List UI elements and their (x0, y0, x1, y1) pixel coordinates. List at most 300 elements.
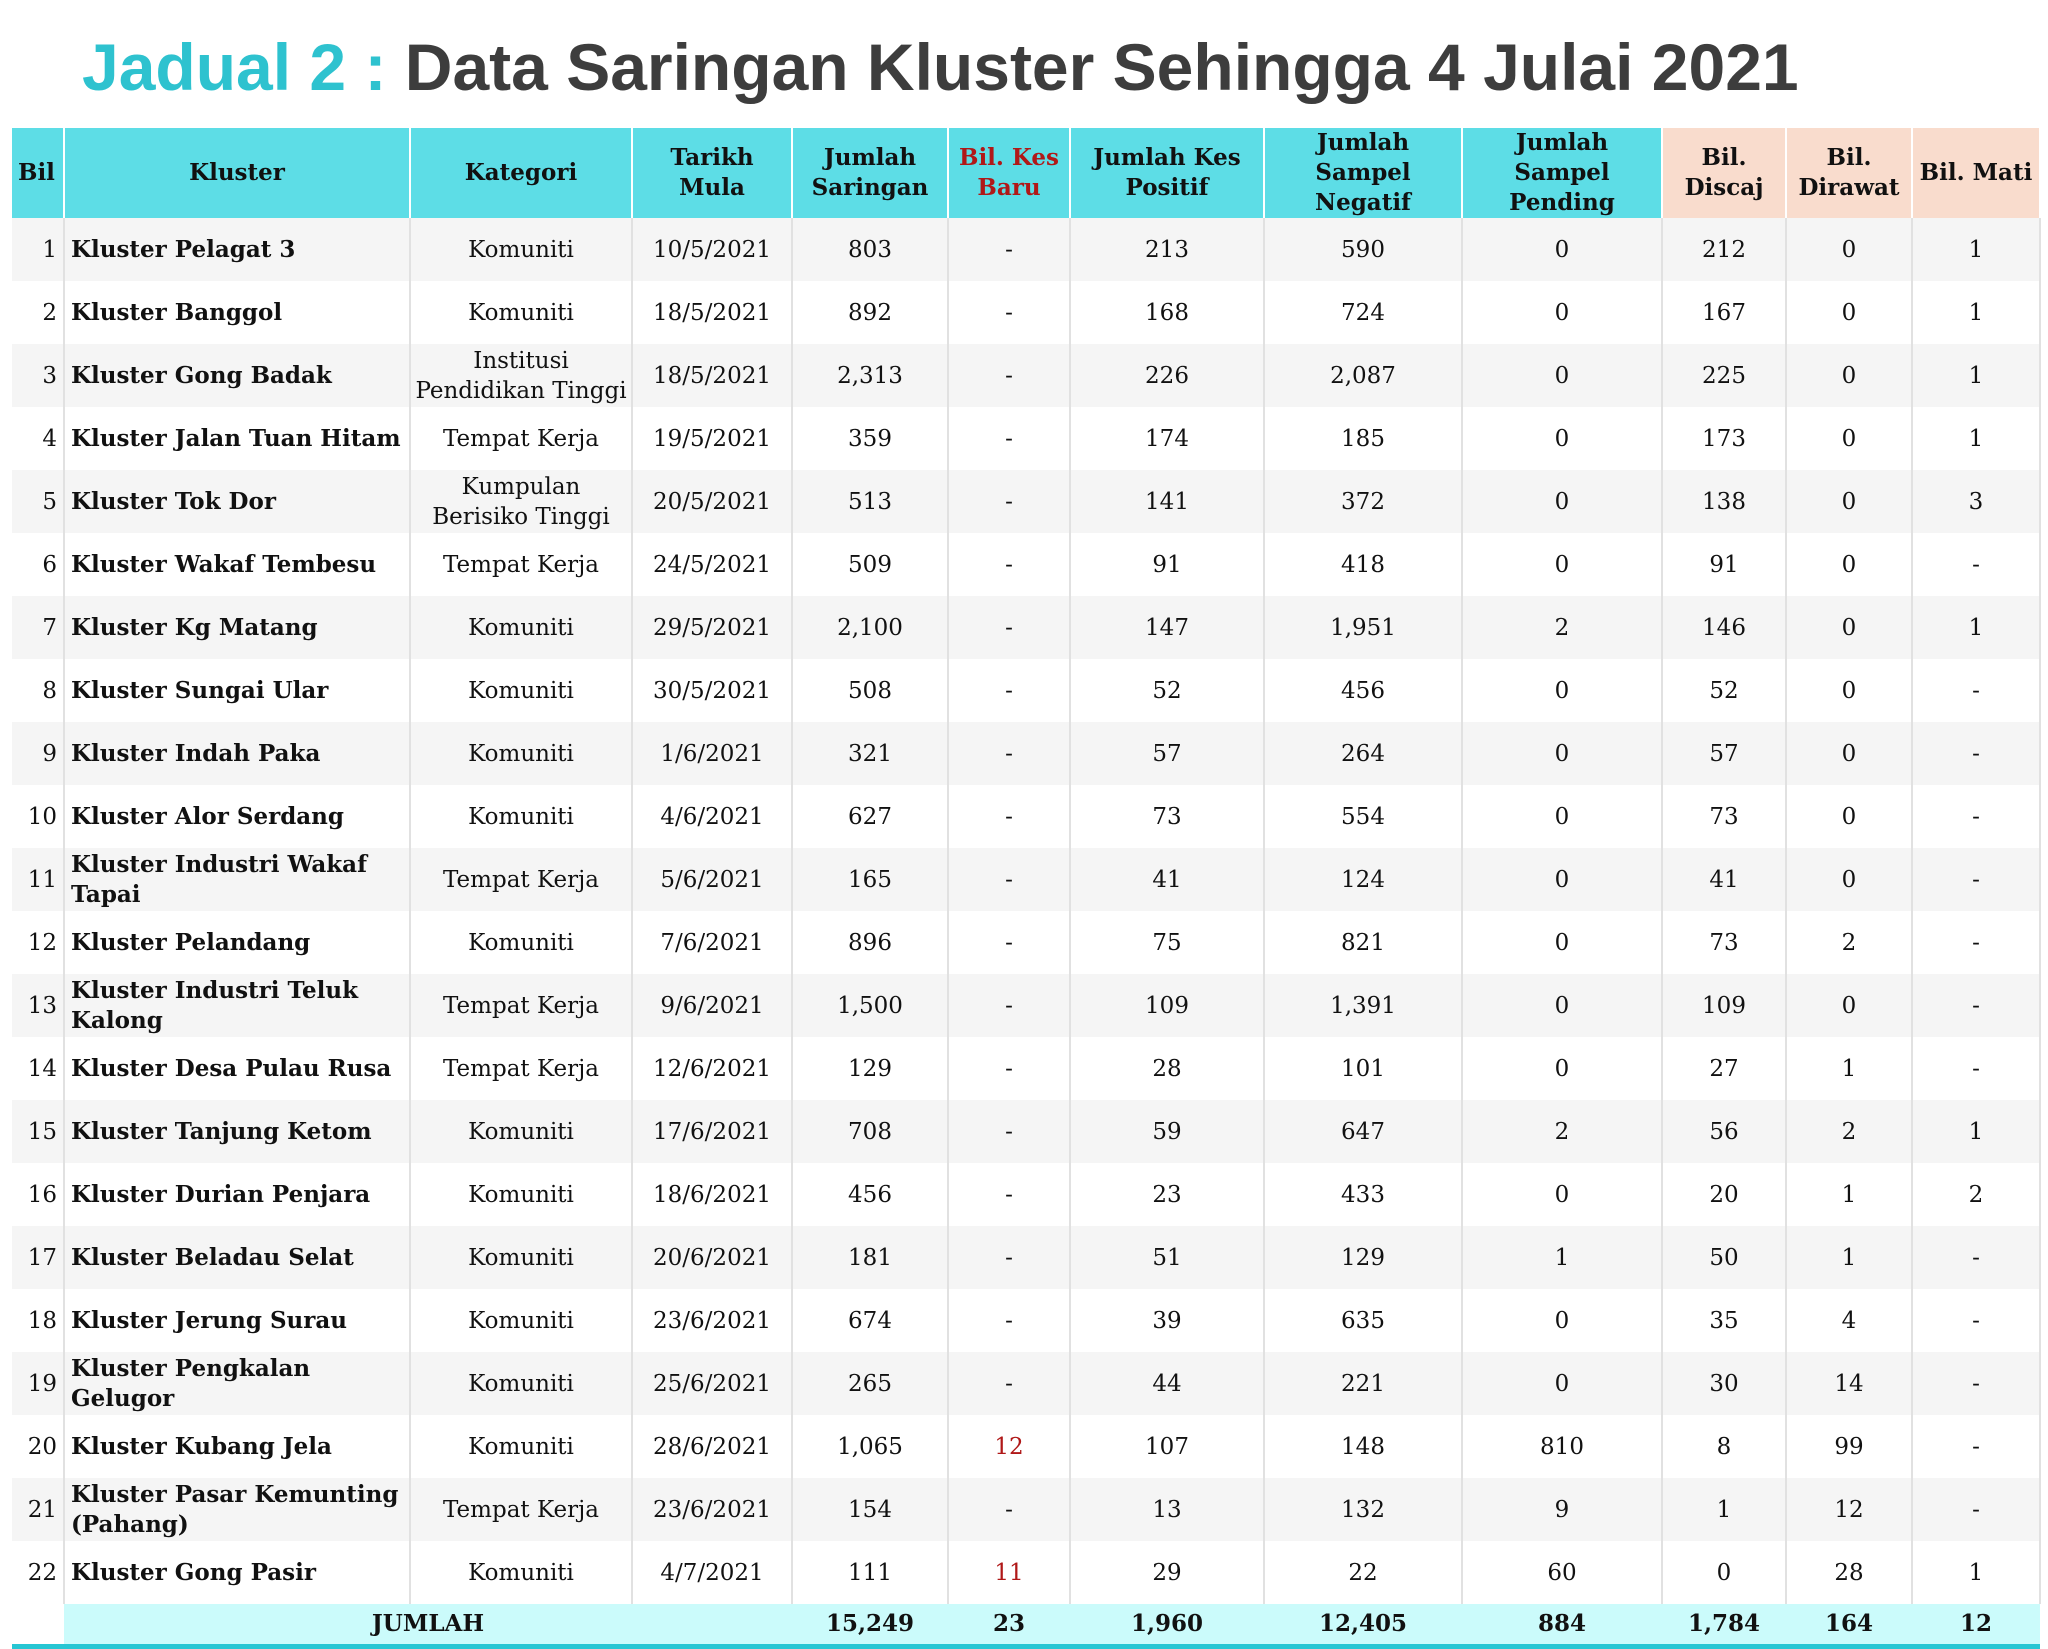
cell-bil: 1 (12, 218, 64, 281)
cell-kluster: Kluster Sungai Ular (64, 659, 410, 722)
title-prefix: Jadual 2 : (82, 30, 387, 104)
cell-bil-discaj: 35 (1662, 1289, 1786, 1352)
cell-bil-discaj: 0 (1662, 1541, 1786, 1604)
cell-tarikh-mula: 20/5/2021 (632, 470, 792, 533)
cell-tarikh-mula: 17/6/2021 (632, 1100, 792, 1163)
cell-jumlah-sampel-negatif: 129 (1264, 1226, 1462, 1289)
cell-kluster: Kluster Gong Badak (64, 344, 410, 407)
cell-bil: 3 (12, 344, 64, 407)
cell-jumlah-saringan: 154 (792, 1478, 948, 1541)
cell-bil-discaj: 109 (1662, 974, 1786, 1037)
cell-bil: 21 (12, 1478, 64, 1541)
cell-bil: 17 (12, 1226, 64, 1289)
cell-bil: 15 (12, 1100, 64, 1163)
total-label: JUMLAH (64, 1604, 792, 1647)
cell-bil-dirawat: 2 (1786, 911, 1912, 974)
cell-jumlah-sampel-pending: 0 (1462, 722, 1662, 785)
cell-jumlah-sampel-pending: 0 (1462, 1289, 1662, 1352)
cell-bil: 4 (12, 407, 64, 470)
cell-jumlah-saringan: 1,065 (792, 1415, 948, 1478)
cell-jumlah-sampel-pending: 0 (1462, 1163, 1662, 1226)
cell-kategori: Tempat Kerja (410, 533, 632, 596)
cell-kluster: Kluster Beladau Selat (64, 1226, 410, 1289)
cell-jumlah-sampel-negatif: 1,391 (1264, 974, 1462, 1037)
cell-bil-mati: - (1912, 1478, 2040, 1541)
cell-jumlah-sampel-negatif: 554 (1264, 785, 1462, 848)
cell-bil-kes-baru: - (948, 848, 1070, 911)
cell-bil-discaj: 1 (1662, 1478, 1786, 1541)
cell-bil: 10 (12, 785, 64, 848)
cell-kluster: Kluster Gong Pasir (64, 1541, 410, 1604)
cell-bil-kes-baru: - (948, 281, 1070, 344)
cell-bil-mati: - (1912, 533, 2040, 596)
cell-kategori: Tempat Kerja (410, 407, 632, 470)
cell-tarikh-mula: 10/5/2021 (632, 218, 792, 281)
cell-bil-mati: 1 (1912, 1100, 2040, 1163)
cell-bil-kes-baru: - (948, 1226, 1070, 1289)
header-jumlah-saringan: Jumlah Saringan (792, 128, 948, 218)
cell-jumlah-saringan: 165 (792, 848, 948, 911)
cell-jumlah-kes-positif: 174 (1070, 407, 1264, 470)
cell-kategori: Komuniti (410, 1289, 632, 1352)
cell-bil-dirawat: 4 (1786, 1289, 1912, 1352)
cell-jumlah-saringan: 2,100 (792, 596, 948, 659)
cell-jumlah-sampel-pending: 810 (1462, 1415, 1662, 1478)
total-kes-baru: 23 (948, 1604, 1070, 1647)
cell-bil-mati: - (1912, 722, 2040, 785)
cell-jumlah-kes-positif: 91 (1070, 533, 1264, 596)
cell-kluster: Kluster Industri Wakaf Tapai (64, 848, 410, 911)
cell-bil-discaj: 8 (1662, 1415, 1786, 1478)
cell-bil-dirawat: 1 (1786, 1226, 1912, 1289)
cell-jumlah-kes-positif: 73 (1070, 785, 1264, 848)
cell-bil-mati: 2 (1912, 1163, 2040, 1226)
cell-jumlah-kes-positif: 213 (1070, 218, 1264, 281)
cell-bil-dirawat: 0 (1786, 974, 1912, 1037)
cell-jumlah-sampel-pending: 0 (1462, 533, 1662, 596)
table-header-row (12, 128, 2040, 218)
cell-bil-dirawat: 1 (1786, 1037, 1912, 1100)
cell-bil-mati: - (1912, 1226, 2040, 1289)
cell-jumlah-saringan: 708 (792, 1100, 948, 1163)
cell-jumlah-sampel-negatif: 185 (1264, 407, 1462, 470)
header-jumlah-kes-positif: Jumlah Kes Positif (1070, 128, 1264, 218)
header-bil-discaj: Bil. Discaj (1662, 128, 1786, 218)
cell-bil-kes-baru: - (948, 1100, 1070, 1163)
cell-tarikh-mula: 18/6/2021 (632, 1163, 792, 1226)
cell-kluster: Kluster Jerung Surau (64, 1289, 410, 1352)
cell-jumlah-saringan: 129 (792, 1037, 948, 1100)
header-tarikh-mula: Tarikh Mula (632, 128, 792, 218)
table-row (12, 1289, 2040, 1352)
cell-bil: 11 (12, 848, 64, 911)
cell-kategori: Komuniti (410, 1541, 632, 1604)
cell-bil-kes-baru: - (948, 1037, 1070, 1100)
table-body (12, 218, 2040, 1604)
cell-jumlah-kes-positif: 141 (1070, 470, 1264, 533)
table-row (12, 1352, 2040, 1415)
cell-bil-kes-baru: - (948, 1478, 1070, 1541)
cell-tarikh-mula: 25/6/2021 (632, 1352, 792, 1415)
cell-jumlah-saringan: 321 (792, 722, 948, 785)
cell-jumlah-sampel-pending: 0 (1462, 218, 1662, 281)
cell-bil-kes-baru: - (948, 911, 1070, 974)
cell-jumlah-sampel-negatif: 456 (1264, 659, 1462, 722)
header-kategori: Kategori (410, 128, 632, 218)
header-bil: Bil (12, 128, 64, 218)
cell-bil: 14 (12, 1037, 64, 1100)
cell-jumlah-sampel-negatif: 148 (1264, 1415, 1462, 1478)
table-row (12, 533, 2040, 596)
cell-jumlah-kes-positif: 226 (1070, 344, 1264, 407)
cell-bil-dirawat: 0 (1786, 407, 1912, 470)
cell-kategori: Komuniti (410, 911, 632, 974)
cell-jumlah-sampel-pending: 0 (1462, 281, 1662, 344)
cell-tarikh-mula: 18/5/2021 (632, 281, 792, 344)
cell-bil-mati: 1 (1912, 407, 2040, 470)
cell-bil-dirawat: 99 (1786, 1415, 1912, 1478)
cell-kluster: Kluster Kg Matang (64, 596, 410, 659)
cell-bil-discaj: 41 (1662, 848, 1786, 911)
cell-jumlah-sampel-negatif: 821 (1264, 911, 1462, 974)
cell-bil-discaj: 27 (1662, 1037, 1786, 1100)
cell-kluster: Kluster Kubang Jela (64, 1415, 410, 1478)
cell-bil-mati: 1 (1912, 218, 2040, 281)
cell-jumlah-kes-positif: 75 (1070, 911, 1264, 974)
cell-jumlah-kes-positif: 23 (1070, 1163, 1264, 1226)
cell-kluster: Kluster Alor Serdang (64, 785, 410, 848)
cell-tarikh-mula: 4/6/2021 (632, 785, 792, 848)
cell-jumlah-sampel-negatif: 433 (1264, 1163, 1462, 1226)
cell-kategori: Komuniti (410, 596, 632, 659)
cell-bil-mati: 1 (1912, 596, 2040, 659)
cell-jumlah-sampel-negatif: 418 (1264, 533, 1462, 596)
cell-bil-dirawat: 0 (1786, 344, 1912, 407)
cell-jumlah-sampel-negatif: 264 (1264, 722, 1462, 785)
cell-bil-mati: 1 (1912, 281, 2040, 344)
cell-tarikh-mula: 29/5/2021 (632, 596, 792, 659)
cell-bil-kes-baru: - (948, 1289, 1070, 1352)
cell-jumlah-sampel-negatif: 647 (1264, 1100, 1462, 1163)
cell-bil: 18 (12, 1289, 64, 1352)
cell-jumlah-saringan: 181 (792, 1226, 948, 1289)
cell-bil-kes-baru: - (948, 785, 1070, 848)
cell-jumlah-sampel-pending: 0 (1462, 911, 1662, 974)
table-row (12, 974, 2040, 1037)
cell-bil-dirawat: 0 (1786, 281, 1912, 344)
cell-bil-mati: - (1912, 785, 2040, 848)
cell-tarikh-mula: 12/6/2021 (632, 1037, 792, 1100)
cell-tarikh-mula: 18/5/2021 (632, 344, 792, 407)
cell-bil-dirawat: 0 (1786, 722, 1912, 785)
cell-bil: 16 (12, 1163, 64, 1226)
cell-kategori: Komuniti (410, 1163, 632, 1226)
cell-bil-mati: - (1912, 1289, 2040, 1352)
header-kluster: Kluster (64, 128, 410, 218)
cell-kluster: Kluster Tanjung Ketom (64, 1100, 410, 1163)
cell-jumlah-sampel-pending: 2 (1462, 596, 1662, 659)
cell-jumlah-sampel-pending: 0 (1462, 407, 1662, 470)
cell-jumlah-kes-positif: 28 (1070, 1037, 1264, 1100)
cell-kategori: Komuniti (410, 218, 632, 281)
table-row (12, 659, 2040, 722)
cell-bil-discaj: 73 (1662, 785, 1786, 848)
cell-jumlah-kes-positif: 13 (1070, 1478, 1264, 1541)
cell-jumlah-saringan: 509 (792, 533, 948, 596)
cell-kluster: Kluster Pengkalan Gelugor (64, 1352, 410, 1415)
cell-bil: 6 (12, 533, 64, 596)
cell-jumlah-saringan: 508 (792, 659, 948, 722)
cell-tarikh-mula: 19/5/2021 (632, 407, 792, 470)
cell-kategori: Institusi Pendidikan Tinggi (410, 344, 632, 407)
header-bil-kes-baru: Bil. Kes Baru (948, 128, 1070, 218)
cell-jumlah-saringan: 359 (792, 407, 948, 470)
cell-bil: 9 (12, 722, 64, 785)
cell-bil-kes-baru: - (948, 344, 1070, 407)
cell-jumlah-saringan: 456 (792, 1163, 948, 1226)
cell-jumlah-sampel-negatif: 101 (1264, 1037, 1462, 1100)
cell-bil: 7 (12, 596, 64, 659)
cell-jumlah-kes-positif: 57 (1070, 722, 1264, 785)
cell-bil: 12 (12, 911, 64, 974)
cell-kluster: Kluster Jalan Tuan Hitam (64, 407, 410, 470)
cell-bil: 22 (12, 1541, 64, 1604)
cell-jumlah-kes-positif: 51 (1070, 1226, 1264, 1289)
cell-jumlah-sampel-negatif: 724 (1264, 281, 1462, 344)
total-row (12, 1604, 2040, 1647)
cell-bil-dirawat: 28 (1786, 1541, 1912, 1604)
cell-bil-kes-baru: 11 (948, 1541, 1070, 1604)
cell-bil-mati: 3 (1912, 470, 2040, 533)
cell-bil-discaj: 30 (1662, 1352, 1786, 1415)
header-bil-mati: Bil. Mati (1912, 128, 2040, 218)
table-row (12, 596, 2040, 659)
cell-kluster: Kluster Pasar Kemunting (Pahang) (64, 1478, 410, 1541)
cell-bil-dirawat: 12 (1786, 1478, 1912, 1541)
table-row (12, 470, 2040, 533)
cell-bil-mati: 1 (1912, 344, 2040, 407)
cell-tarikh-mula: 28/6/2021 (632, 1415, 792, 1478)
total-blank-cell (12, 1604, 64, 1647)
cell-kluster: Kluster Banggol (64, 281, 410, 344)
cell-kluster: Kluster Wakaf Tembesu (64, 533, 410, 596)
cell-bil-dirawat: 0 (1786, 785, 1912, 848)
cell-jumlah-sampel-negatif: 1,951 (1264, 596, 1462, 659)
cell-jumlah-kes-positif: 147 (1070, 596, 1264, 659)
cell-jumlah-sampel-pending: 0 (1462, 974, 1662, 1037)
cell-jumlah-sampel-pending: 9 (1462, 1478, 1662, 1541)
cell-tarikh-mula: 24/5/2021 (632, 533, 792, 596)
cell-bil: 20 (12, 1415, 64, 1478)
cell-bil-kes-baru: - (948, 1352, 1070, 1415)
cell-kluster: Kluster Tok Dor (64, 470, 410, 533)
cell-kategori: Komuniti (410, 785, 632, 848)
cell-jumlah-saringan: 674 (792, 1289, 948, 1352)
cell-tarikh-mula: 30/5/2021 (632, 659, 792, 722)
cell-bil-kes-baru: - (948, 974, 1070, 1037)
cell-tarikh-mula: 7/6/2021 (632, 911, 792, 974)
cell-jumlah-kes-positif: 109 (1070, 974, 1264, 1037)
total-dirawat: 164 (1786, 1604, 1912, 1647)
cell-bil-discaj: 57 (1662, 722, 1786, 785)
total-sampel-negatif: 12,405 (1264, 1604, 1462, 1647)
cell-jumlah-sampel-pending: 1 (1462, 1226, 1662, 1289)
cell-bil-kes-baru: - (948, 533, 1070, 596)
cell-bil-discaj: 73 (1662, 911, 1786, 974)
table-row (12, 218, 2040, 281)
table-row (12, 1541, 2040, 1604)
cell-kategori: Komuniti (410, 1415, 632, 1478)
table-row (12, 1226, 2040, 1289)
total-sampel-pending: 884 (1462, 1604, 1662, 1647)
table-row (12, 848, 2040, 911)
cell-bil-discaj: 20 (1662, 1163, 1786, 1226)
cell-tarikh-mula: 9/6/2021 (632, 974, 792, 1037)
cell-jumlah-kes-positif: 39 (1070, 1289, 1264, 1352)
cell-kluster: Kluster Pelagat 3 (64, 218, 410, 281)
cell-kategori: Komuniti (410, 281, 632, 344)
cell-tarikh-mula: 4/7/2021 (632, 1541, 792, 1604)
cell-bil-dirawat: 0 (1786, 596, 1912, 659)
cell-jumlah-sampel-pending: 0 (1462, 848, 1662, 911)
table-row (12, 722, 2040, 785)
cell-bil-dirawat: 1 (1786, 1163, 1912, 1226)
cell-bil: 5 (12, 470, 64, 533)
cell-jumlah-kes-positif: 168 (1070, 281, 1264, 344)
cell-jumlah-sampel-negatif: 2,087 (1264, 344, 1462, 407)
cell-tarikh-mula: 23/6/2021 (632, 1289, 792, 1352)
cell-jumlah-sampel-pending: 2 (1462, 1100, 1662, 1163)
cell-bil-discaj: 52 (1662, 659, 1786, 722)
cell-bil-mati: - (1912, 974, 2040, 1037)
cell-kategori: Tempat Kerja (410, 1037, 632, 1100)
cell-jumlah-saringan: 265 (792, 1352, 948, 1415)
table-row (12, 785, 2040, 848)
table-row (12, 1037, 2040, 1100)
cell-bil-dirawat: 0 (1786, 848, 1912, 911)
cell-kategori: Komuniti (410, 1352, 632, 1415)
cell-bil: 19 (12, 1352, 64, 1415)
cell-bil-mati: - (1912, 911, 2040, 974)
cell-bil-discaj: 173 (1662, 407, 1786, 470)
cell-bil: 13 (12, 974, 64, 1037)
cell-jumlah-sampel-negatif: 221 (1264, 1352, 1462, 1415)
cell-bil-kes-baru: - (948, 218, 1070, 281)
header-bil-dirawat: Bil. Dirawat (1786, 128, 1912, 218)
cell-jumlah-sampel-negatif: 22 (1264, 1541, 1462, 1604)
cell-jumlah-kes-positif: 44 (1070, 1352, 1264, 1415)
cell-kluster: Kluster Pelandang (64, 911, 410, 974)
table-row (12, 1100, 2040, 1163)
cell-kluster: Kluster Durian Penjara (64, 1163, 410, 1226)
cell-bil-dirawat: 0 (1786, 533, 1912, 596)
header-jumlah-sampel-pending: Jumlah Sampel Pending (1462, 128, 1662, 218)
cell-bil-dirawat: 0 (1786, 470, 1912, 533)
cell-jumlah-sampel-pending: 0 (1462, 785, 1662, 848)
cluster-table (12, 128, 2041, 1649)
cell-jumlah-kes-positif: 52 (1070, 659, 1264, 722)
cell-bil-kes-baru: - (948, 722, 1070, 785)
cell-jumlah-saringan: 892 (792, 281, 948, 344)
header-jumlah-sampel-negatif: Jumlah Sampel Negatif (1264, 128, 1462, 218)
cell-bil-mati: - (1912, 1352, 2040, 1415)
cell-jumlah-sampel-pending: 0 (1462, 1352, 1662, 1415)
cell-jumlah-saringan: 896 (792, 911, 948, 974)
cell-bil-discaj: 138 (1662, 470, 1786, 533)
cell-kategori: Tempat Kerja (410, 1478, 632, 1541)
cell-bil-discaj: 91 (1662, 533, 1786, 596)
cell-bil-mati: - (1912, 1415, 2040, 1478)
cell-jumlah-sampel-pending: 0 (1462, 344, 1662, 407)
cell-jumlah-sampel-pending: 0 (1462, 659, 1662, 722)
cell-bil-kes-baru: - (948, 407, 1070, 470)
cell-jumlah-sampel-pending: 0 (1462, 470, 1662, 533)
cell-jumlah-saringan: 2,313 (792, 344, 948, 407)
cell-bil-mati: 1 (1912, 1541, 2040, 1604)
cell-jumlah-saringan: 1,500 (792, 974, 948, 1037)
table-row (12, 407, 2040, 470)
cell-bil-discaj: 50 (1662, 1226, 1786, 1289)
total-mati: 12 (1912, 1604, 2040, 1647)
cell-bil-discaj: 212 (1662, 218, 1786, 281)
cell-kategori: Komuniti (410, 1226, 632, 1289)
total-saringan: 15,249 (792, 1604, 948, 1647)
cell-jumlah-sampel-negatif: 132 (1264, 1478, 1462, 1541)
table-row (12, 281, 2040, 344)
cell-jumlah-sampel-pending: 60 (1462, 1541, 1662, 1604)
cell-kategori: Komuniti (410, 1100, 632, 1163)
table-row (12, 344, 2040, 407)
table-row (12, 1478, 2040, 1541)
cell-kluster: Kluster Indah Paka (64, 722, 410, 785)
cell-kategori: Tempat Kerja (410, 848, 632, 911)
cell-tarikh-mula: 20/6/2021 (632, 1226, 792, 1289)
cell-bil: 2 (12, 281, 64, 344)
cell-tarikh-mula: 1/6/2021 (632, 722, 792, 785)
cell-bil-mati: - (1912, 1037, 2040, 1100)
cell-kategori: Kumpulan Berisiko Tinggi (410, 470, 632, 533)
cell-bil-discaj: 56 (1662, 1100, 1786, 1163)
cell-jumlah-sampel-negatif: 372 (1264, 470, 1462, 533)
cell-bil-kes-baru: - (948, 1163, 1070, 1226)
cell-jumlah-saringan: 627 (792, 785, 948, 848)
cell-bil-kes-baru: - (948, 659, 1070, 722)
cell-bil-discaj: 146 (1662, 596, 1786, 659)
cell-kategori: Komuniti (410, 659, 632, 722)
cell-kluster: Kluster Industri Teluk Kalong (64, 974, 410, 1037)
cell-jumlah-sampel-negatif: 124 (1264, 848, 1462, 911)
cell-bil-discaj: 225 (1662, 344, 1786, 407)
total-discaj: 1,784 (1662, 1604, 1786, 1647)
cell-kategori: Komuniti (410, 722, 632, 785)
title-main: Data Saringan Kluster Sehingga 4 Julai 2021 (404, 30, 1799, 104)
cell-jumlah-kes-positif: 59 (1070, 1100, 1264, 1163)
cell-jumlah-kes-positif: 107 (1070, 1415, 1264, 1478)
cell-bil-kes-baru: - (948, 470, 1070, 533)
page-title (82, 22, 1799, 112)
cell-bil-dirawat: 14 (1786, 1352, 1912, 1415)
cell-kategori: Tempat Kerja (410, 974, 632, 1037)
cell-jumlah-kes-positif: 29 (1070, 1541, 1264, 1604)
cell-jumlah-sampel-negatif: 635 (1264, 1289, 1462, 1352)
total-kes-positif: 1,960 (1070, 1604, 1264, 1647)
cell-bil-mati: - (1912, 659, 2040, 722)
cell-bil-discaj: 167 (1662, 281, 1786, 344)
cell-bil-dirawat: 0 (1786, 659, 1912, 722)
table-row (12, 1163, 2040, 1226)
cell-bil-dirawat: 2 (1786, 1100, 1912, 1163)
cell-tarikh-mula: 5/6/2021 (632, 848, 792, 911)
